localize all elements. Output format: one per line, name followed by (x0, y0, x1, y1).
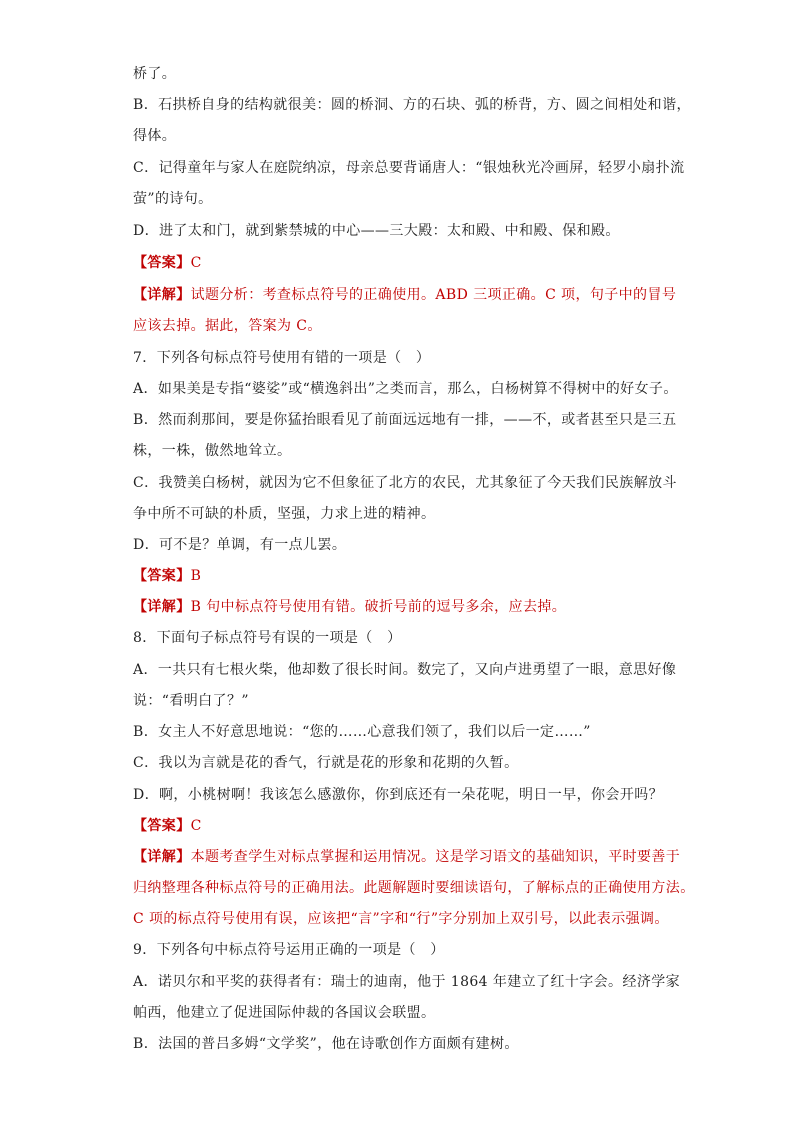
question-line (133, 940, 445, 960)
text-line (133, 158, 684, 178)
line-text: 萤”的诗句。 (133, 191, 213, 207)
detail-text: B 句中标点符号使用有错。破折号前的逗号多余，应去掉。 (190, 599, 567, 615)
answer-line (133, 253, 202, 273)
line-text: 说：“看明白了？” (133, 693, 249, 709)
answer-line (133, 816, 202, 836)
line-text: 得体。 (133, 128, 177, 144)
detail-tag: 【详解】 (133, 287, 191, 303)
line-text: D．可不是？单调，有一点儿罢。 (133, 537, 347, 553)
text-line (133, 189, 213, 209)
text-line (133, 785, 663, 805)
line-text: B．女主人不好意思地说：“您的……心意我们领了，我们以后一定……” (133, 724, 591, 740)
detail-line (133, 285, 676, 305)
text-line (133, 126, 176, 146)
text-line (133, 441, 291, 461)
text-line (133, 535, 346, 555)
text-line (133, 753, 519, 773)
answer-value: C (190, 818, 202, 834)
detail-line (133, 878, 695, 898)
answer-tag: 【答案】 (133, 818, 191, 834)
detail-tag: 【详解】 (133, 599, 191, 615)
answer-value: B (190, 568, 202, 584)
text-line (133, 473, 677, 493)
line-text: A．一共只有七根火柴，他却数了很长时间。数完了，又向卢进勇望了一眼，意思好像 (133, 662, 677, 678)
text-line (133, 379, 678, 399)
line-text: B．法国的普吕多姆“文学奖”，他在诗歌创作方面颇有建树。 (133, 1036, 519, 1052)
question-line (133, 628, 402, 648)
line-text: 争中所不可缺的朴质，坚强，力求上进的精神。 (133, 506, 436, 522)
line-text: B．石拱桥自身的结构就很美：圆的桥洞、方的石块、弧的桥背，方、圆之间相处和谐， (133, 97, 691, 113)
detail-line (133, 316, 322, 336)
text-line (133, 972, 680, 992)
text-line (133, 1034, 519, 1054)
text-line (133, 221, 620, 241)
text-line (133, 410, 677, 430)
question-line (133, 348, 430, 368)
answer-tag: 【答案】 (133, 568, 191, 584)
answer-tag: 【答案】 (133, 255, 191, 271)
text-line (133, 691, 249, 711)
line-text: A．诺贝尔和平奖的获得者有：瑞士的迪南，他于 1864 年建立了红十字会。经济学家 (133, 974, 681, 990)
detail-line (133, 847, 680, 867)
text-line (133, 660, 676, 680)
line-text: D．进了太和门，就到紫禁城的中心——三大殿：太和殿、中和殿、保和殿。 (133, 223, 620, 239)
line-text: B．然而刹那间，要是你猛抬眼看见了前面远远地有一排，——不，或者甚至只是三五 (133, 412, 677, 428)
text-line (133, 1003, 435, 1023)
detail-text: 本题考查学生对标点掌握和运用情况。这是学习语文的基础知识，平时要善于 (190, 849, 681, 865)
text-line (133, 64, 176, 84)
line-text: A．如果美是专指“婆娑”或“横逸斜出”之类而言，那么，白杨树算不得树中的好女子。 (133, 381, 678, 397)
line-text: 帕西，他建立了促进国际仲裁的各国议会联盟。 (133, 1005, 436, 1021)
detail-text: 试题分析：考查标点符号的正确使用。ABD 三项正确。C 项，句子中的冒号 (190, 287, 677, 303)
detail-text: C 项的标点符号使用有误，应该把“言”字和“行”字分别加上双引号，以此表示强调。 (133, 911, 669, 927)
text-line (133, 722, 591, 742)
answer-value: C (190, 255, 202, 271)
line-text: C．记得童年与家人在庭院纳凉，母亲总要背诵唐人：“银烛秋光冷画屏，轻罗小扇扑流 (133, 160, 685, 176)
line-text: 9．下列各句中标点符号运用正确的一项是（ ） (133, 942, 445, 958)
line-text: 7．下列各句标点符号使用有错的一项是（ ） (133, 350, 431, 366)
line-text: D．啊，小桃树啊！我该怎么感激你，你到底还有一朵花呢，明日一早，你会开吗？ (133, 787, 664, 803)
line-text: 株，一株，傲然地耸立。 (133, 443, 292, 459)
text-line (133, 504, 435, 524)
detail-line (133, 597, 566, 617)
line-text: 8．下面句子标点符号有误的一项是（ ） (133, 630, 402, 646)
detail-text: 归纳整理各种标点符号的正确用法。此题解题时要细读语句，了解标点的正确使用方法。 (133, 880, 695, 896)
detail-line (133, 909, 669, 929)
detail-tag: 【详解】 (133, 849, 191, 865)
detail-text: 应该去掉。据此，答案为 C。 (133, 318, 322, 334)
line-text: C．我赞美白杨树，就因为它不但象征了北方的农民，尤其象征了今天我们民族解放斗 (133, 475, 677, 491)
line-text: 桥了。 (133, 66, 177, 82)
text-line (133, 95, 691, 115)
answer-line (133, 566, 201, 586)
line-text: C．我以为言就是花的香气，行就是花的形象和花期的久暂。 (133, 755, 519, 771)
